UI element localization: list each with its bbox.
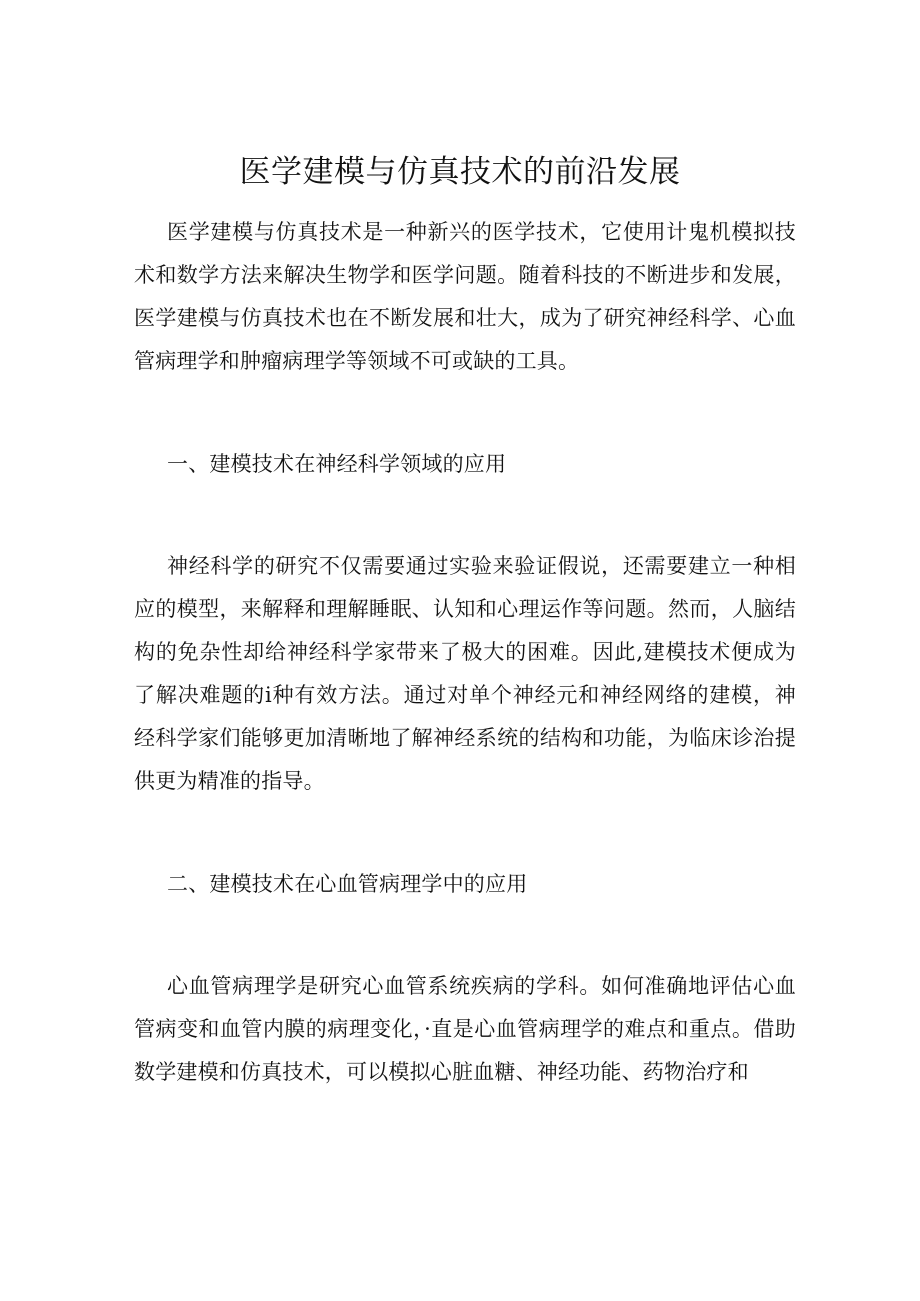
intro-paragraph: 医学建模与仿真技术是一种新兴的医学技术，它使用计鬼机模拟技术和数学方法来解决生物学和医学问题。随着科技的不断进步和发展，医学建模与仿真技术也在不断发展和壮大，成为了研究神经科学、心血管病理学和肿瘤病理学等领域不可或缺的工具。 — [134, 220, 796, 373]
section-heading-neuroscience: 一、建模技术在神经科学领域的应用 — [167, 452, 507, 476]
section-body-neuroscience: 神经科学的研究不仅需要通过实验来验证假说，还需要建立一种相应的模型，来解释和理解睡眠、认知和心理运作等问题。然而，人脑结构的免杂性却给神经科学家带来了极大的困难。因此,建模技术便成为了解决难题的i种有效方法。通过对单个神经元和神经网络的建模，神经科学家们能够更加清晰地了解神经系统的结构和功能，为临床诊治提供更为精准的指导。 — [134, 554, 796, 793]
section-heading-cardiovascular: 二、建模技术在心血管病理学中的应用 — [167, 872, 528, 896]
document-title: 医学建模与仿真技术的前沿发展 — [239, 154, 681, 190]
section-body-cardiovascular: 心血管病理学是研究心血管系统疾病的学科。如何准确地评估心血管病变和血管内膜的病理变化，·直是心血管病理学的难点和重点。借助数学建模和仿真技术，可以模拟心脏血糖、神经功能、药物治疗和 — [134, 974, 796, 1084]
